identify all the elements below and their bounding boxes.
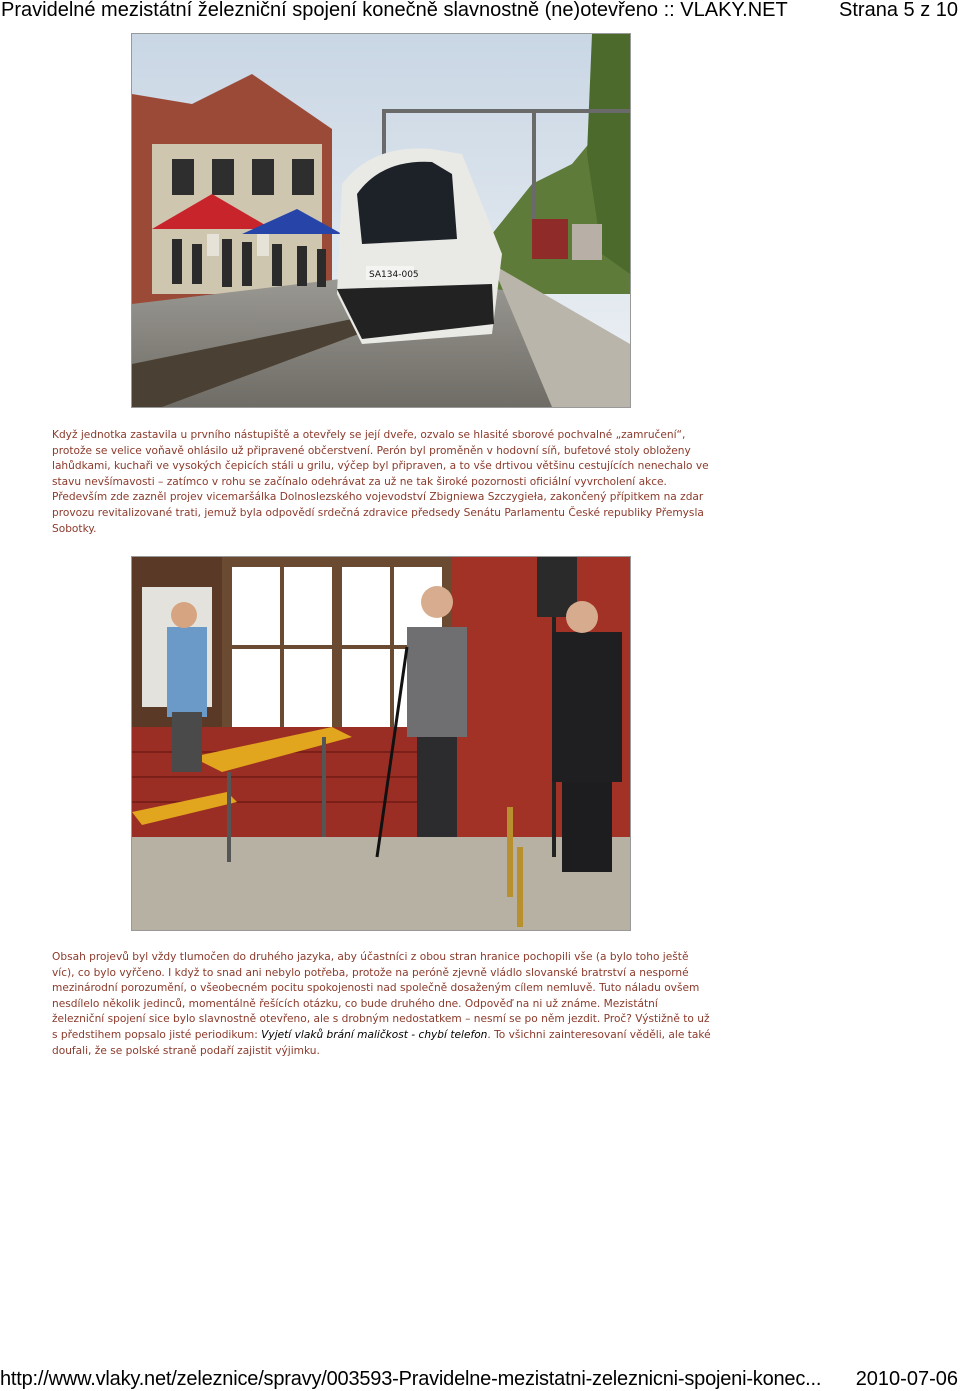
page-title: Pravidelné mezistátní železniční spojení konečně slavnostně (ne)otevřeno :: VLAKY.NET [1,0,788,21]
page-header [0,0,960,26]
periodical-quote: Vyjetí vlaků brání maličkost - chybí telefon [261,1028,488,1041]
article-text: Především zde zazněl projev vicemaršálka Dolnoslezského vojevodství Zbigniewa Szczygieła, zakončený přípitkem na zdar provozu revitalizované trati, jemuž byla odpovědí srdečná zdravice předsedy Senátu Parlamentu České republiky Přemysla Sobotky. [52,491,704,535]
svg-text:SA134-005: SA134-005 [369,270,419,280]
page-date: 2010-07-06 [855,1368,958,1390]
article-text-b: . To všichni zainteresovaní věděli, ale také doufali, že se polské straně podaří zajistit výjimku. [52,1028,711,1057]
page-number: Strana 5 z 10 [839,0,958,21]
speech-photo-illustration [132,557,630,930]
page-footer [0,1369,960,1391]
page-url: http://www.vlaky.net/zeleznice/spravy/003593-Pravidelne-mezistatni-zeleznicni-spojeni-konec... [0,1368,822,1390]
train-photo [131,33,631,408]
article-text [52,950,712,1059]
speech-photo [131,556,631,931]
train-photo-illustration [132,34,630,407]
article-paragraph-1 [52,428,712,537]
article-text-a: Obsah projevů byl vždy tlumočen do druhého jazyka, aby účastníci z obou stran hranice pochopili vše (a bylo toho ještě víc), co bylo vyřčeno. I když to snad ani nebylo potřeba, protože na peróně zjevně vládlo slovanské bratrství a nesporné mezinárodní porozumění, o všeobecném pocitu spokojenosti nad společně dosaženým cílem nemluvě. Tuto náladu ovšem nesdílelo několik jedinců, momentálně řešících otázku, co bude druhého dne. Odpověď na ni už známe. Mezistátní železniční spojení sice bylo slavnostně otevřeno, ale s drobným nedostatkem – nesmí se po něm jezdit. Proč? Výstižně to už s předstihem popsalo jisté periodikum: [52,951,710,1041]
article-paragraph-2 [52,950,712,1059]
article-text: Když jednotka zastavila u prvního nástupiště a otevřely se její dveře, ozvalo se hlasité sborové pochvalné „zamručení“, protože se velice voňavě ohlásilo už připravené občerstvení. Perón byl proměněn v hodovní síň, bufetové stoly obloženy lahůdkami, kuchaři ve vysokých čepicích stáli u grilu, výčep byl připraven, a to vše drtivou většinu cestujících nenechalo ve stavu nevšímavosti – zatímco v rohu se začínalo odehrávat za už ne tak široké pozornosti oficiální vyvrcholení akce. [52,429,709,488]
